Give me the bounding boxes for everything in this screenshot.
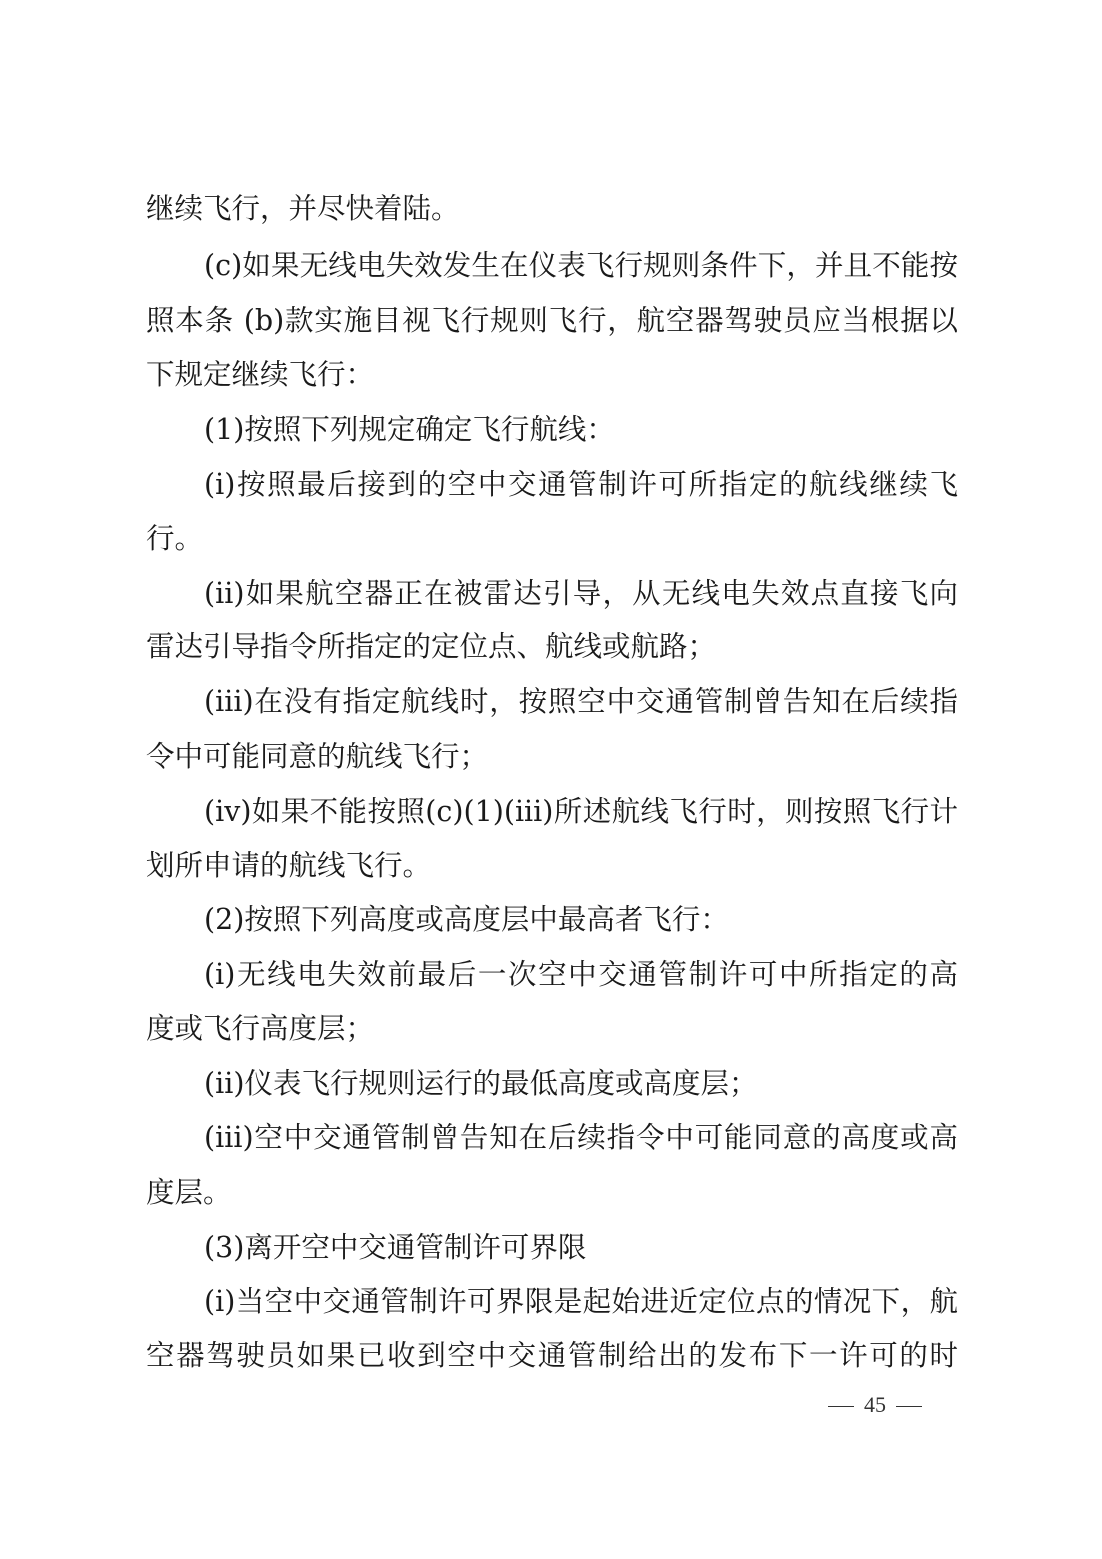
text-line: 度层。 xyxy=(146,1176,232,1209)
text-line: (1)按照下列规定确定飞行航线： xyxy=(204,413,615,446)
text-line: (i)无线电失效前最后一次空中交通管制许可中所指定的高 xyxy=(204,958,958,991)
text-line: 下规定继续飞行： xyxy=(146,358,375,391)
text-line: 照本条 (b)款实施目视飞行规则飞行，航空器驾驶员应当根据以 xyxy=(146,304,958,337)
text-line: 继续飞行，并尽快着陆。 xyxy=(146,192,460,225)
text-line: (i)按照最后接到的空中交通管制许可所指定的航线继续飞 xyxy=(204,468,958,501)
dash-left xyxy=(828,1406,854,1407)
text-line: (ii)仪表飞行规则运行的最低高度或高度层； xyxy=(204,1067,758,1100)
text-line: (ii)如果航空器正在被雷达引导，从无线电失效点直接飞向 xyxy=(204,577,958,610)
text-line: (2)按照下列高度或高度层中最高者飞行： xyxy=(204,903,729,936)
text-line: (iv)如果不能按照(c)(1)(iii)所述航线飞行时，则按照飞行计 xyxy=(204,795,958,828)
text-line: 度或飞行高度层； xyxy=(146,1012,375,1045)
text-line: (iii)空中交通管制曾告知在后续指令中可能同意的高度或高 xyxy=(204,1121,958,1154)
text-line: 行。 xyxy=(146,522,204,555)
page-number-value: 45 xyxy=(864,1392,886,1417)
text-line: 雷达引导指令所指定的定位点、航线或航路； xyxy=(146,630,717,663)
page-number xyxy=(810,1390,940,1420)
text-line: (iii)在没有指定航线时，按照空中交通管制曾告知在后续指 xyxy=(204,685,958,718)
text-line: 划所申请的航线飞行。 xyxy=(146,849,432,882)
dash-right xyxy=(896,1406,922,1407)
text-line: 令中可能同意的航线飞行； xyxy=(146,740,489,773)
text-line: 空器驾驶员如果已收到空中交通管制给出的发布下一许可的时 xyxy=(146,1339,958,1372)
text-line: (i)当空中交通管制许可界限是起始进近定位点的情况下，航 xyxy=(204,1285,958,1318)
text-line: (c)如果无线电失效发生在仪表飞行规则条件下，并且不能按 xyxy=(204,249,958,282)
text-line: (3)离开空中交通管制许可界限 xyxy=(204,1231,587,1264)
